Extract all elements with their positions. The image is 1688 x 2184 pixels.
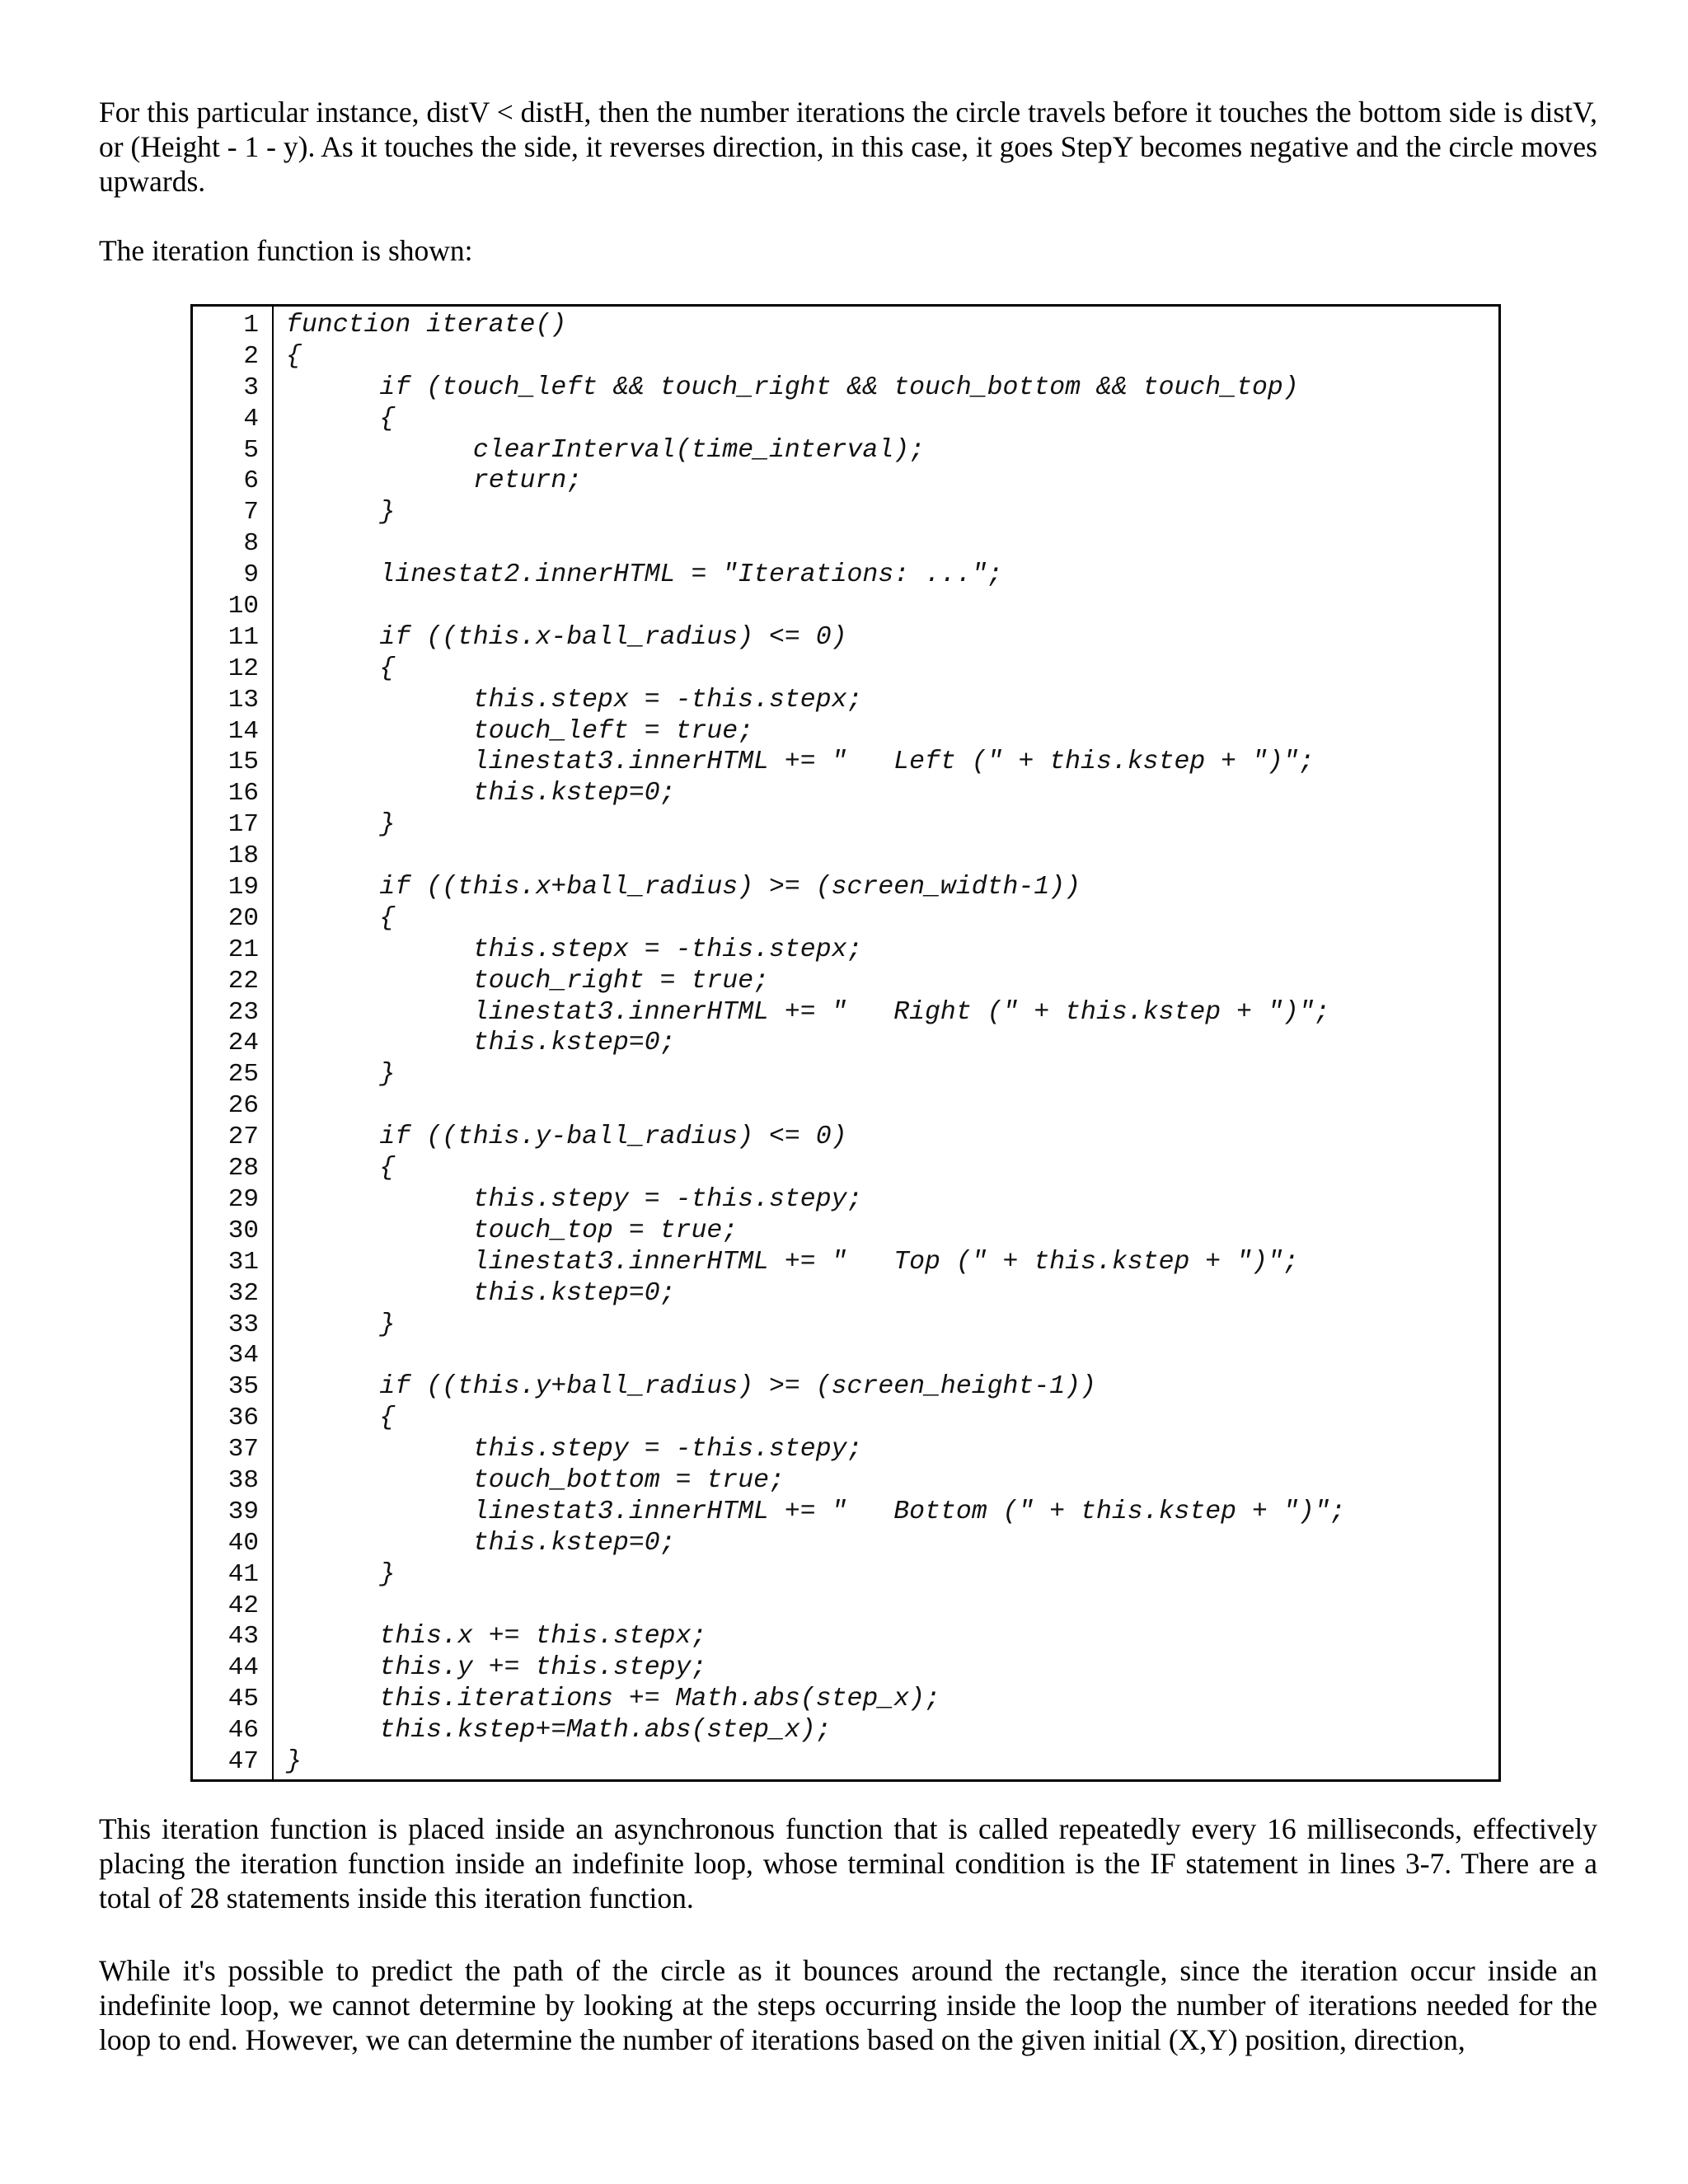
- code-line: this.stepx = -this.stepx;: [286, 685, 863, 715]
- code-line: this.iterations += Math.abs(step_x);: [286, 1685, 940, 1714]
- code-line: return;: [286, 466, 583, 496]
- code-line: linestat2.innerHTML = "Iterations: ...";: [286, 560, 1003, 590]
- code-line: if ((this.y+ball_radius) >= (screen_height-1)): [286, 1372, 1096, 1402]
- code-line: touch_left = true;: [286, 716, 754, 746]
- lead-paragraph: The iteration function is shown:: [99, 234, 473, 267]
- line-number: 17: [227, 810, 259, 840]
- code-line: }: [286, 1310, 396, 1339]
- line-number: 4: [243, 404, 259, 434]
- code-line: touch_bottom = true;: [286, 1465, 785, 1495]
- code-line: this.stepy = -this.stepy;: [286, 1435, 863, 1465]
- code-line: {: [286, 654, 396, 683]
- code-line: this.kstep=0;: [286, 779, 676, 808]
- code-line: linestat3.innerHTML += " Right (" + this.kstep + ")";: [286, 997, 1330, 1027]
- code-line: linestat3.innerHTML += " Left (" + this.kstep + ")";: [286, 748, 1315, 777]
- code-line: }: [286, 1559, 396, 1589]
- line-number: 28: [227, 1154, 259, 1183]
- code-line: clearInterval(time_interval);: [286, 435, 926, 465]
- line-number: 47: [227, 1746, 259, 1776]
- line-number: 35: [227, 1372, 259, 1402]
- line-number: 1: [243, 311, 259, 340]
- closing-paragraph: While it's possible to predict the path of the circle as it bounces around the rectangle, since the iteration occur inside an indefinite loop, we cannot determine by looking at the steps occurring inside the loop the number of iterations needed for the loop to end. However, we can determine the number of iterations based on the given initial (X,Y) position, direction,: [99, 1953, 1597, 2056]
- line-number: 13: [227, 685, 259, 715]
- code-line: this.stepy = -this.stepy;: [286, 1184, 863, 1214]
- code-line: {: [286, 341, 302, 371]
- line-number: 36: [227, 1404, 259, 1433]
- code-line: this.kstep=0;: [286, 1278, 676, 1308]
- line-number: 31: [227, 1247, 259, 1277]
- code-line: if (touch_left && touch_right && touch_bottom && touch_top): [286, 373, 1299, 402]
- intro-paragraph: For this particular instance, distV < distH, then the number iterations the circle travels before it touches the bottom side is distV, or (Height - 1 - y). As it touches the side, it reverses direction, in this case, it goes StepY becomes negative and the circle moves upwards.: [99, 96, 1597, 198]
- code-line: }: [286, 1060, 396, 1090]
- code-line: this.y += this.stepy;: [286, 1653, 707, 1683]
- line-number-gutter: [193, 307, 274, 1779]
- line-number: 42: [227, 1591, 259, 1620]
- line-number: 29: [227, 1184, 259, 1214]
- code-line: [286, 1340, 1498, 1371]
- code-line: if ((this.y-ball_radius) <= 0): [286, 1122, 847, 1152]
- line-number: 25: [227, 1060, 259, 1090]
- code-line: [286, 1090, 1498, 1122]
- line-number: 21: [227, 935, 259, 964]
- line-number: 34: [227, 1341, 259, 1371]
- line-number: 30: [227, 1216, 259, 1245]
- line-number: 8: [243, 529, 259, 559]
- line-number: 23: [227, 997, 259, 1027]
- code-line: touch_right = true;: [286, 966, 769, 996]
- line-number: 16: [227, 779, 259, 808]
- code-line: function iterate(): [286, 311, 567, 340]
- line-number: 26: [227, 1091, 259, 1121]
- line-number: 27: [227, 1122, 259, 1152]
- line-number: 3: [243, 373, 259, 402]
- after-code-paragraph: This iteration function is placed inside an asynchronous function that is called repeatedly every 16 milliseconds, effectively placing the iteration function inside an indefinite loop, whose terminal condition is the IF statement in lines 3-7. There are a total of 28 statements inside this iteration function.: [99, 1811, 1597, 1915]
- line-number: 12: [227, 654, 259, 683]
- line-number: 20: [227, 903, 259, 933]
- code-line: [286, 1591, 1498, 1622]
- document-page: [99, 95, 1597, 2057]
- line-number: 14: [227, 716, 259, 746]
- line-number: 18: [227, 841, 259, 871]
- code-line: if ((this.x-ball_radius) <= 0): [286, 622, 847, 652]
- line-number: 9: [243, 560, 259, 590]
- code-line: {: [286, 404, 396, 434]
- line-number: 40: [227, 1528, 259, 1558]
- code-listing: [190, 304, 1501, 1782]
- code-line: touch_top = true;: [286, 1216, 738, 1245]
- code-line: }: [286, 498, 396, 527]
- line-number: 10: [227, 592, 259, 621]
- code-line: this.x += this.stepx;: [286, 1622, 707, 1652]
- code-line: {: [286, 1154, 396, 1183]
- line-number: 37: [227, 1435, 259, 1465]
- code-line: this.stepx = -this.stepx;: [286, 935, 863, 964]
- line-number: 33: [227, 1310, 259, 1339]
- code-line: [286, 591, 1498, 622]
- line-number: 45: [227, 1685, 259, 1714]
- line-number: 39: [227, 1497, 259, 1526]
- line-number: 44: [227, 1653, 259, 1683]
- code-line: this.kstep=0;: [286, 1528, 676, 1558]
- line-number: 22: [227, 966, 259, 996]
- code-line: {: [286, 1404, 396, 1433]
- code-line: if ((this.x+ball_radius) >= (screen_width-1)): [286, 873, 1081, 902]
- line-number: 5: [243, 435, 259, 465]
- line-number: 15: [227, 748, 259, 777]
- code-line: this.kstep+=Math.abs(step_x);: [286, 1716, 832, 1746]
- code-line: this.kstep=0;: [286, 1029, 676, 1058]
- line-number: 11: [227, 622, 259, 652]
- code-body: [274, 307, 1498, 1779]
- line-number: 24: [227, 1029, 259, 1058]
- line-number: 41: [227, 1559, 259, 1589]
- line-number: 46: [227, 1716, 259, 1746]
- code-line: {: [286, 903, 396, 933]
- code-line: }: [286, 810, 396, 840]
- code-line: [286, 528, 1498, 560]
- line-number: 38: [227, 1465, 259, 1495]
- line-number: 32: [227, 1278, 259, 1308]
- line-number: 2: [243, 341, 259, 371]
- code-line: linestat3.innerHTML += " Bottom (" + this.kstep + ")";: [286, 1497, 1346, 1526]
- line-number: 6: [243, 466, 259, 496]
- code-line: [286, 841, 1498, 872]
- code-line: linestat3.innerHTML += " Top (" + this.kstep + ")";: [286, 1247, 1299, 1277]
- code-line: }: [286, 1746, 302, 1776]
- line-number: 7: [243, 498, 259, 527]
- line-number: 43: [227, 1622, 259, 1652]
- line-number: 19: [227, 873, 259, 902]
